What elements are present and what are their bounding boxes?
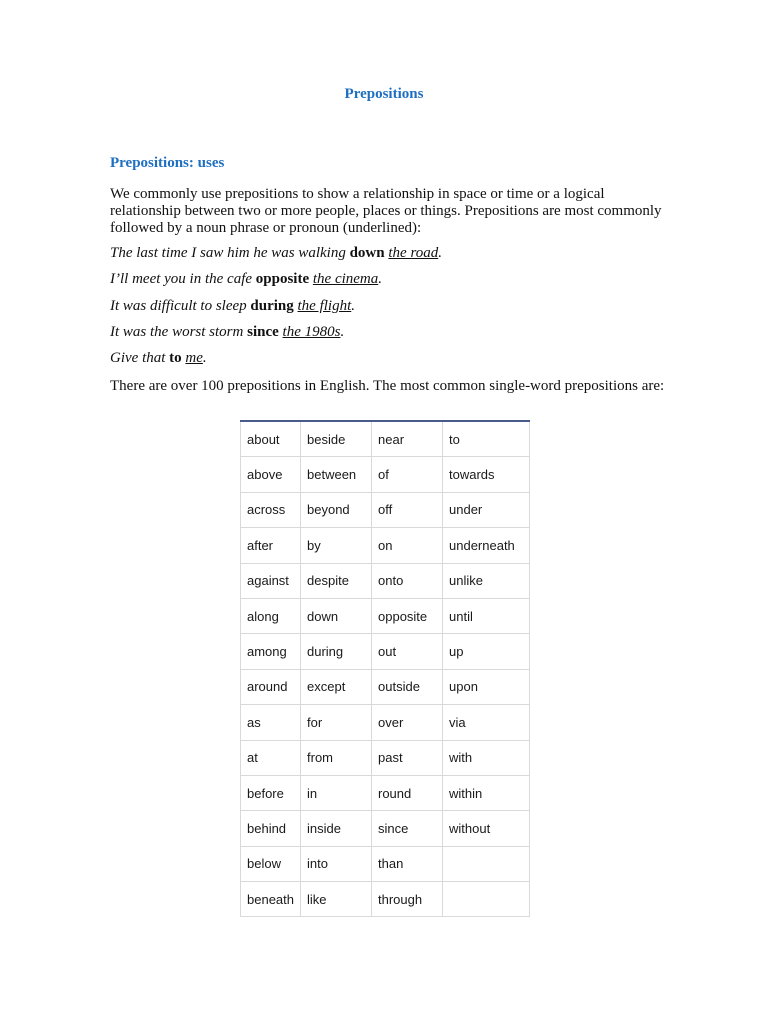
table-row — [241, 563, 530, 598]
example-text: . — [438, 245, 442, 261]
page-title: Prepositions — [344, 86, 424, 102]
table-cell: on — [372, 528, 443, 563]
table-cell: along — [241, 598, 301, 633]
table-cell — [443, 882, 530, 917]
table-cell: without — [443, 811, 530, 846]
table-row — [241, 598, 530, 633]
table-cell: in — [301, 775, 372, 810]
table-cell: up — [443, 634, 530, 669]
table-row — [241, 669, 530, 704]
table-cell: via — [443, 705, 530, 740]
table-cell: through — [372, 882, 443, 917]
example-object: the road — [388, 245, 439, 261]
table-cell: unlike — [443, 563, 530, 598]
table-cell: behind — [241, 811, 301, 846]
table-cell: at — [241, 740, 301, 775]
table-row — [241, 811, 530, 846]
table-cell: round — [372, 775, 443, 810]
table-cell: down — [301, 598, 372, 633]
table-row — [241, 528, 530, 563]
table-cell: around — [241, 669, 301, 704]
table-cell: as — [241, 705, 301, 740]
table-cell: against — [241, 563, 301, 598]
example-sentence — [110, 324, 344, 341]
table-cell: towards — [443, 457, 530, 492]
table-cell: into — [301, 846, 372, 881]
table-cell: except — [301, 669, 372, 704]
table-cell: above — [241, 457, 301, 492]
table-cell: off — [372, 492, 443, 527]
table-cell: within — [443, 775, 530, 810]
table-cell: outside — [372, 669, 443, 704]
table-row — [241, 775, 530, 810]
example-preposition: opposite — [255, 271, 310, 287]
example-sentence — [110, 245, 442, 262]
table-cell: beneath — [241, 882, 301, 917]
table-cell: despite — [301, 563, 372, 598]
example-sentence — [110, 271, 382, 288]
table-cell: since — [372, 811, 443, 846]
table-cell: past — [372, 740, 443, 775]
example-object: me — [185, 350, 203, 366]
example-object: the 1980s — [282, 324, 341, 340]
table-cell: from — [301, 740, 372, 775]
table-row — [241, 740, 530, 775]
example-sentence — [110, 350, 207, 367]
table-cell: for — [301, 705, 372, 740]
example-text: Give that — [110, 350, 170, 366]
example-preposition: to — [169, 350, 182, 366]
example-text: It was the worst storm — [110, 324, 248, 340]
table-cell: with — [443, 740, 530, 775]
table-cell: upon — [443, 669, 530, 704]
prepositions-table — [240, 420, 530, 917]
table-cell: to — [443, 421, 530, 457]
table-cell: during — [301, 634, 372, 669]
table-cell: beyond — [301, 492, 372, 527]
table-cell: beside — [301, 421, 372, 457]
example-preposition: since — [247, 324, 279, 340]
table-cell: of — [372, 457, 443, 492]
example-text: . — [378, 271, 383, 287]
table-cell: among — [241, 634, 301, 669]
summary-paragraph: There are over 100 prepositions in English. The most common single-word prepositions are: — [110, 378, 665, 394]
example-text: I’ll meet you in the cafe — [110, 271, 256, 287]
example-text: It was difficult to sleep — [110, 298, 251, 314]
table-row — [241, 634, 530, 669]
table-cell: over — [372, 705, 443, 740]
example-object: the cinema — [312, 271, 379, 287]
table-row — [241, 492, 530, 527]
table-cell: about — [241, 421, 301, 457]
table-cell: between — [301, 457, 372, 492]
table-cell: across — [241, 492, 301, 527]
example-text: . — [202, 350, 207, 366]
table-cell: than — [372, 846, 443, 881]
table-cell: under — [443, 492, 530, 527]
table-cell: before — [241, 775, 301, 810]
intro-paragraph: We commonly use prepositions to show a relationship in space or time or a logical relationship between two or more people, places or things. Prepositions are most commonly followed by a noun phrase or pronoun (underlined): — [110, 186, 662, 236]
example-text: . — [351, 298, 356, 314]
example-sentence — [110, 298, 355, 315]
example-text: . — [340, 324, 345, 340]
table-cell — [443, 846, 530, 881]
table-cell: after — [241, 528, 301, 563]
table-row — [241, 882, 530, 917]
table-cell: underneath — [443, 528, 530, 563]
example-preposition: during — [250, 298, 294, 314]
table-row — [241, 846, 530, 881]
table-cell: inside — [301, 811, 372, 846]
table-cell: by — [301, 528, 372, 563]
example-text: The last time I saw him he was walking — [110, 245, 350, 261]
table-cell: near — [372, 421, 443, 457]
table-cell: onto — [372, 563, 443, 598]
table-cell: below — [241, 846, 301, 881]
table-row — [241, 457, 530, 492]
example-object: the flight — [297, 298, 352, 314]
table-row — [241, 421, 530, 457]
section-heading: Prepositions: uses — [110, 155, 225, 171]
table-cell: like — [301, 882, 372, 917]
table-row — [241, 705, 530, 740]
table-cell: until — [443, 598, 530, 633]
table-cell: opposite — [372, 598, 443, 633]
table-cell: out — [372, 634, 443, 669]
example-preposition: down — [349, 245, 385, 261]
